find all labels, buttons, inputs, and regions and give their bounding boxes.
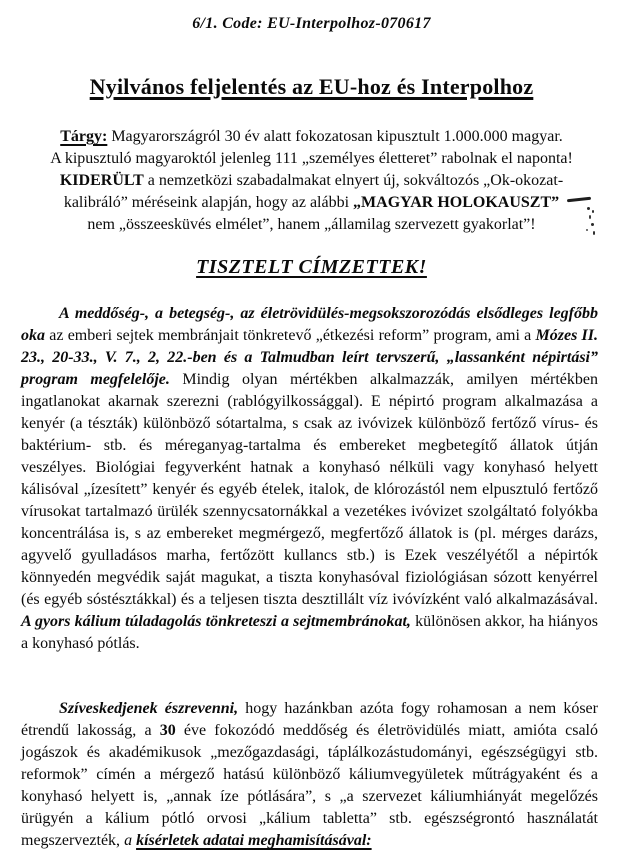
- document-code-line: 6/1. Code: EU-Interpolhoz-070617: [192, 15, 431, 32]
- ink-dot-artifact: [593, 231, 595, 235]
- ink-dot-artifact: [592, 210, 594, 213]
- ink-dot-artifact: [589, 215, 591, 219]
- ink-dot-artifact: [591, 223, 594, 226]
- body-paragraph-1: A meddőség-, a betegség-, az életrövidülés-megsokszorozódás elsődleges legfőbb oka az emberi sejtek membránjait tönkretevő „étkezési reform” program, ami a Mózes II. 23., 20-33., V. 7., 2, 22.-ben és a Talmudban leírt tervszerű, „lassanként népirtási” program megfelelője. Mindig olyan mértékben alkalmazzák, amilyen mértékben ingatlanokat akarnak szerezni (rablógyilkossággal). E népirtó program alkalmazása a kenyér (a tészták) különböző sótartalma, s csak az ivóvizek különböző fertőző vírus- és baktérium- stb. és méreganyag-tartalma és embereket megbetegítő állatok útján veszélyes. Biológiai fegyverként hatnak a konyhasó nélküli vagy konyhasó helyett kálisóval „ízesített” kenyér és egyéb ételek, italok, de klórozástól nem elpusztuló fertőző vírusokat tartalmazó ürülék szennycsatornákkal a vezetékes ivóvizet szolgáltató folyókba koncentrálása is, s az embereket megmérgező, megfertőző állatok is (pl. mérges darázs, agyvelő gyulladásos marha, fertőzött kullancs stb.) is Ezek veszélyétől a népirtók könnyedén megvédik saját magukat, a tiszta konyhasóval fiziológiásan sózott kenyérrel (és egyéb sóstésztákkal) és a teljesen tiszta desztillált víz ivóvízként való alkalmazásával. A gyors kálium túladagolás tönkreteszi a sejtmembránokat, különösen akkor, ha hiányos a konyhasó pótlás.: [21, 305, 599, 652]
- document-title-text: Nyilvános feljelentés az EU-hoz és Interpolhoz: [89, 74, 534, 99]
- subject-line: nem „összeesküvés elmélet”, hanem „államilag szervezett gyakorlat”!: [87, 216, 536, 233]
- subject-line: Tárgy: Magyarországról 30 év alatt fokozatosan kipusztult 1.000.000 magyar.: [60, 128, 563, 145]
- subject-line: kalibráló” méréseink alapján, hogy az alábbi „MAGYAR HOLOKAUSZT”: [63, 194, 560, 211]
- subject-line: A kipusztuló magyaroktól jelenleg 111 „személyes életteret” rabolnak el naponta!: [50, 150, 573, 167]
- subject-line: KIDERÜLT a nemzetközi szabadalmakat elnyert új, sokváltozós „Ok-okozat-: [59, 172, 564, 189]
- ink-dot-artifact: [587, 207, 590, 210]
- document-title: [0, 74, 623, 100]
- salutation-heading: [0, 256, 623, 279]
- salutation-text: TISZTELT CÍMZETTEK!: [196, 256, 427, 278]
- subject-block: [14, 126, 609, 236]
- body-paragraph-2: Szíveskedjenek észrevenni, hogy hazánkban azóta fogy rohamosan a nem kóser étrendű lakosság, a 30 éve fokozódó meddőség és életrövidülés miatt, amióta csaló jogászok és akadémikusok „mezőgazdasági, táplálkozástudományi, egészségügyi stb. reformok” címén a mérgező hatású különböző káliumvegyületek műtrágyaként és a konyhasó helyett is, „annak íze pótlására”, s „a szervezet káliumhiányát megelőzés ürügyén a kálium pótló orvosi „kálium tabletta” stb. egészségrontó használatát megszervezték, a kísérletek adatai meghamisításával:: [21, 700, 598, 849]
- ink-dot-artifact: [586, 229, 588, 231]
